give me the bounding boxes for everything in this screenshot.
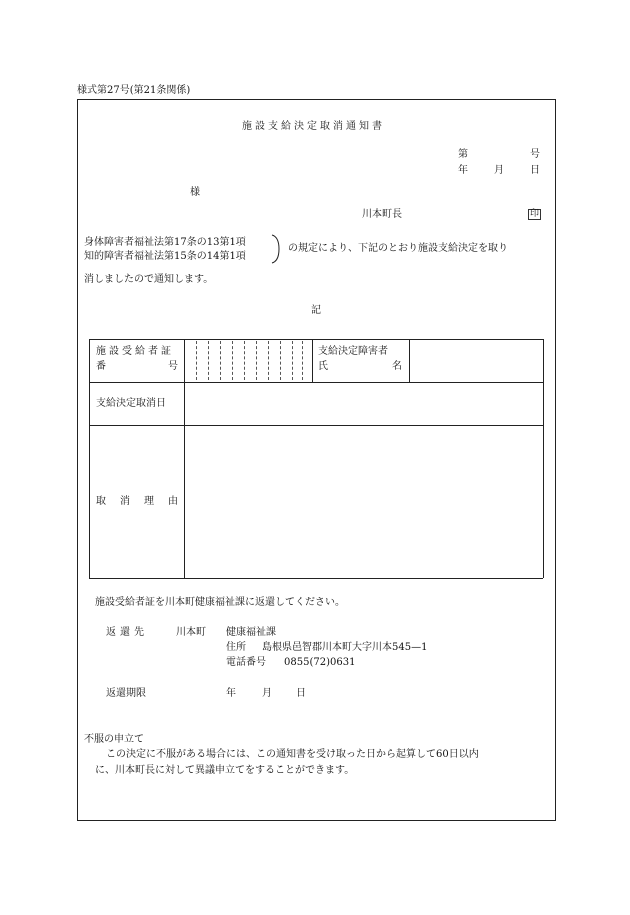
- date-year-label: 年: [458, 165, 468, 176]
- recipient-name-label-line1: 支給決定障害者: [318, 346, 388, 357]
- deadline-month: 月: [262, 688, 272, 699]
- document-frame: [77, 99, 556, 821]
- body-line-1: の規定により、下記のとおり施設支給決定を取り: [288, 243, 508, 254]
- legal-basis-bracket: [270, 234, 282, 264]
- cancel-reason-label: 取 消 理 由: [96, 496, 178, 507]
- recipient-name-label-line2: 氏 名: [318, 361, 402, 372]
- return-notice: 施設受給者証を川本町健康福祉課に返還してください。: [95, 597, 345, 608]
- phone-label: 電話番号: [226, 657, 266, 668]
- deadline-year: 年: [226, 688, 236, 699]
- address-value: 島根県邑智郡川本町大字川本545—1: [262, 642, 428, 653]
- number-label-left: 第: [458, 149, 468, 160]
- addressee-suffix: 様: [190, 187, 200, 198]
- legal-basis-1: 身体障害者福祉法第17条の13第1項: [84, 237, 246, 248]
- phone-value: 0855(72)0631: [284, 657, 356, 668]
- body-line-2: 消しましたので通知します。: [84, 274, 214, 285]
- objection-text-line2: に、川本町長に対して異議申立てをすることができます。: [95, 765, 355, 776]
- address-label: 住所: [226, 642, 246, 653]
- cert-number-label-line2: 番 号: [96, 361, 178, 372]
- form-label: 様式第27号(第21条関係): [77, 85, 191, 96]
- legal-basis-2: 知的障害者福祉法第15条の14第1項: [84, 251, 246, 262]
- date-day-label: 日: [530, 165, 540, 176]
- objection-heading: 不服の申立て: [84, 734, 144, 745]
- seal-mark: 印: [530, 209, 540, 219]
- ki-label: 記: [311, 305, 321, 316]
- deadline-day: 日: [296, 688, 306, 699]
- cancel-date-label: 支給決定取消日: [96, 398, 166, 409]
- objection-text-line1: この決定に不服がある場合には、この通知書を受け取った日から起算して60日以内: [106, 749, 479, 760]
- issuer-name: 川本町長: [362, 209, 402, 220]
- number-label-right: 号: [530, 149, 540, 160]
- cert-number-label-line1: 施設受給者証: [96, 346, 174, 357]
- return-destination-town: 川本町: [176, 627, 206, 638]
- return-destination-dept: 健康福祉課: [226, 627, 276, 638]
- date-month-label: 月: [494, 165, 504, 176]
- return-destination-label: 返還先: [106, 627, 148, 638]
- deadline-label: 返還期限: [106, 688, 146, 699]
- document-title: 施設支給決定取消通知書: [242, 121, 385, 132]
